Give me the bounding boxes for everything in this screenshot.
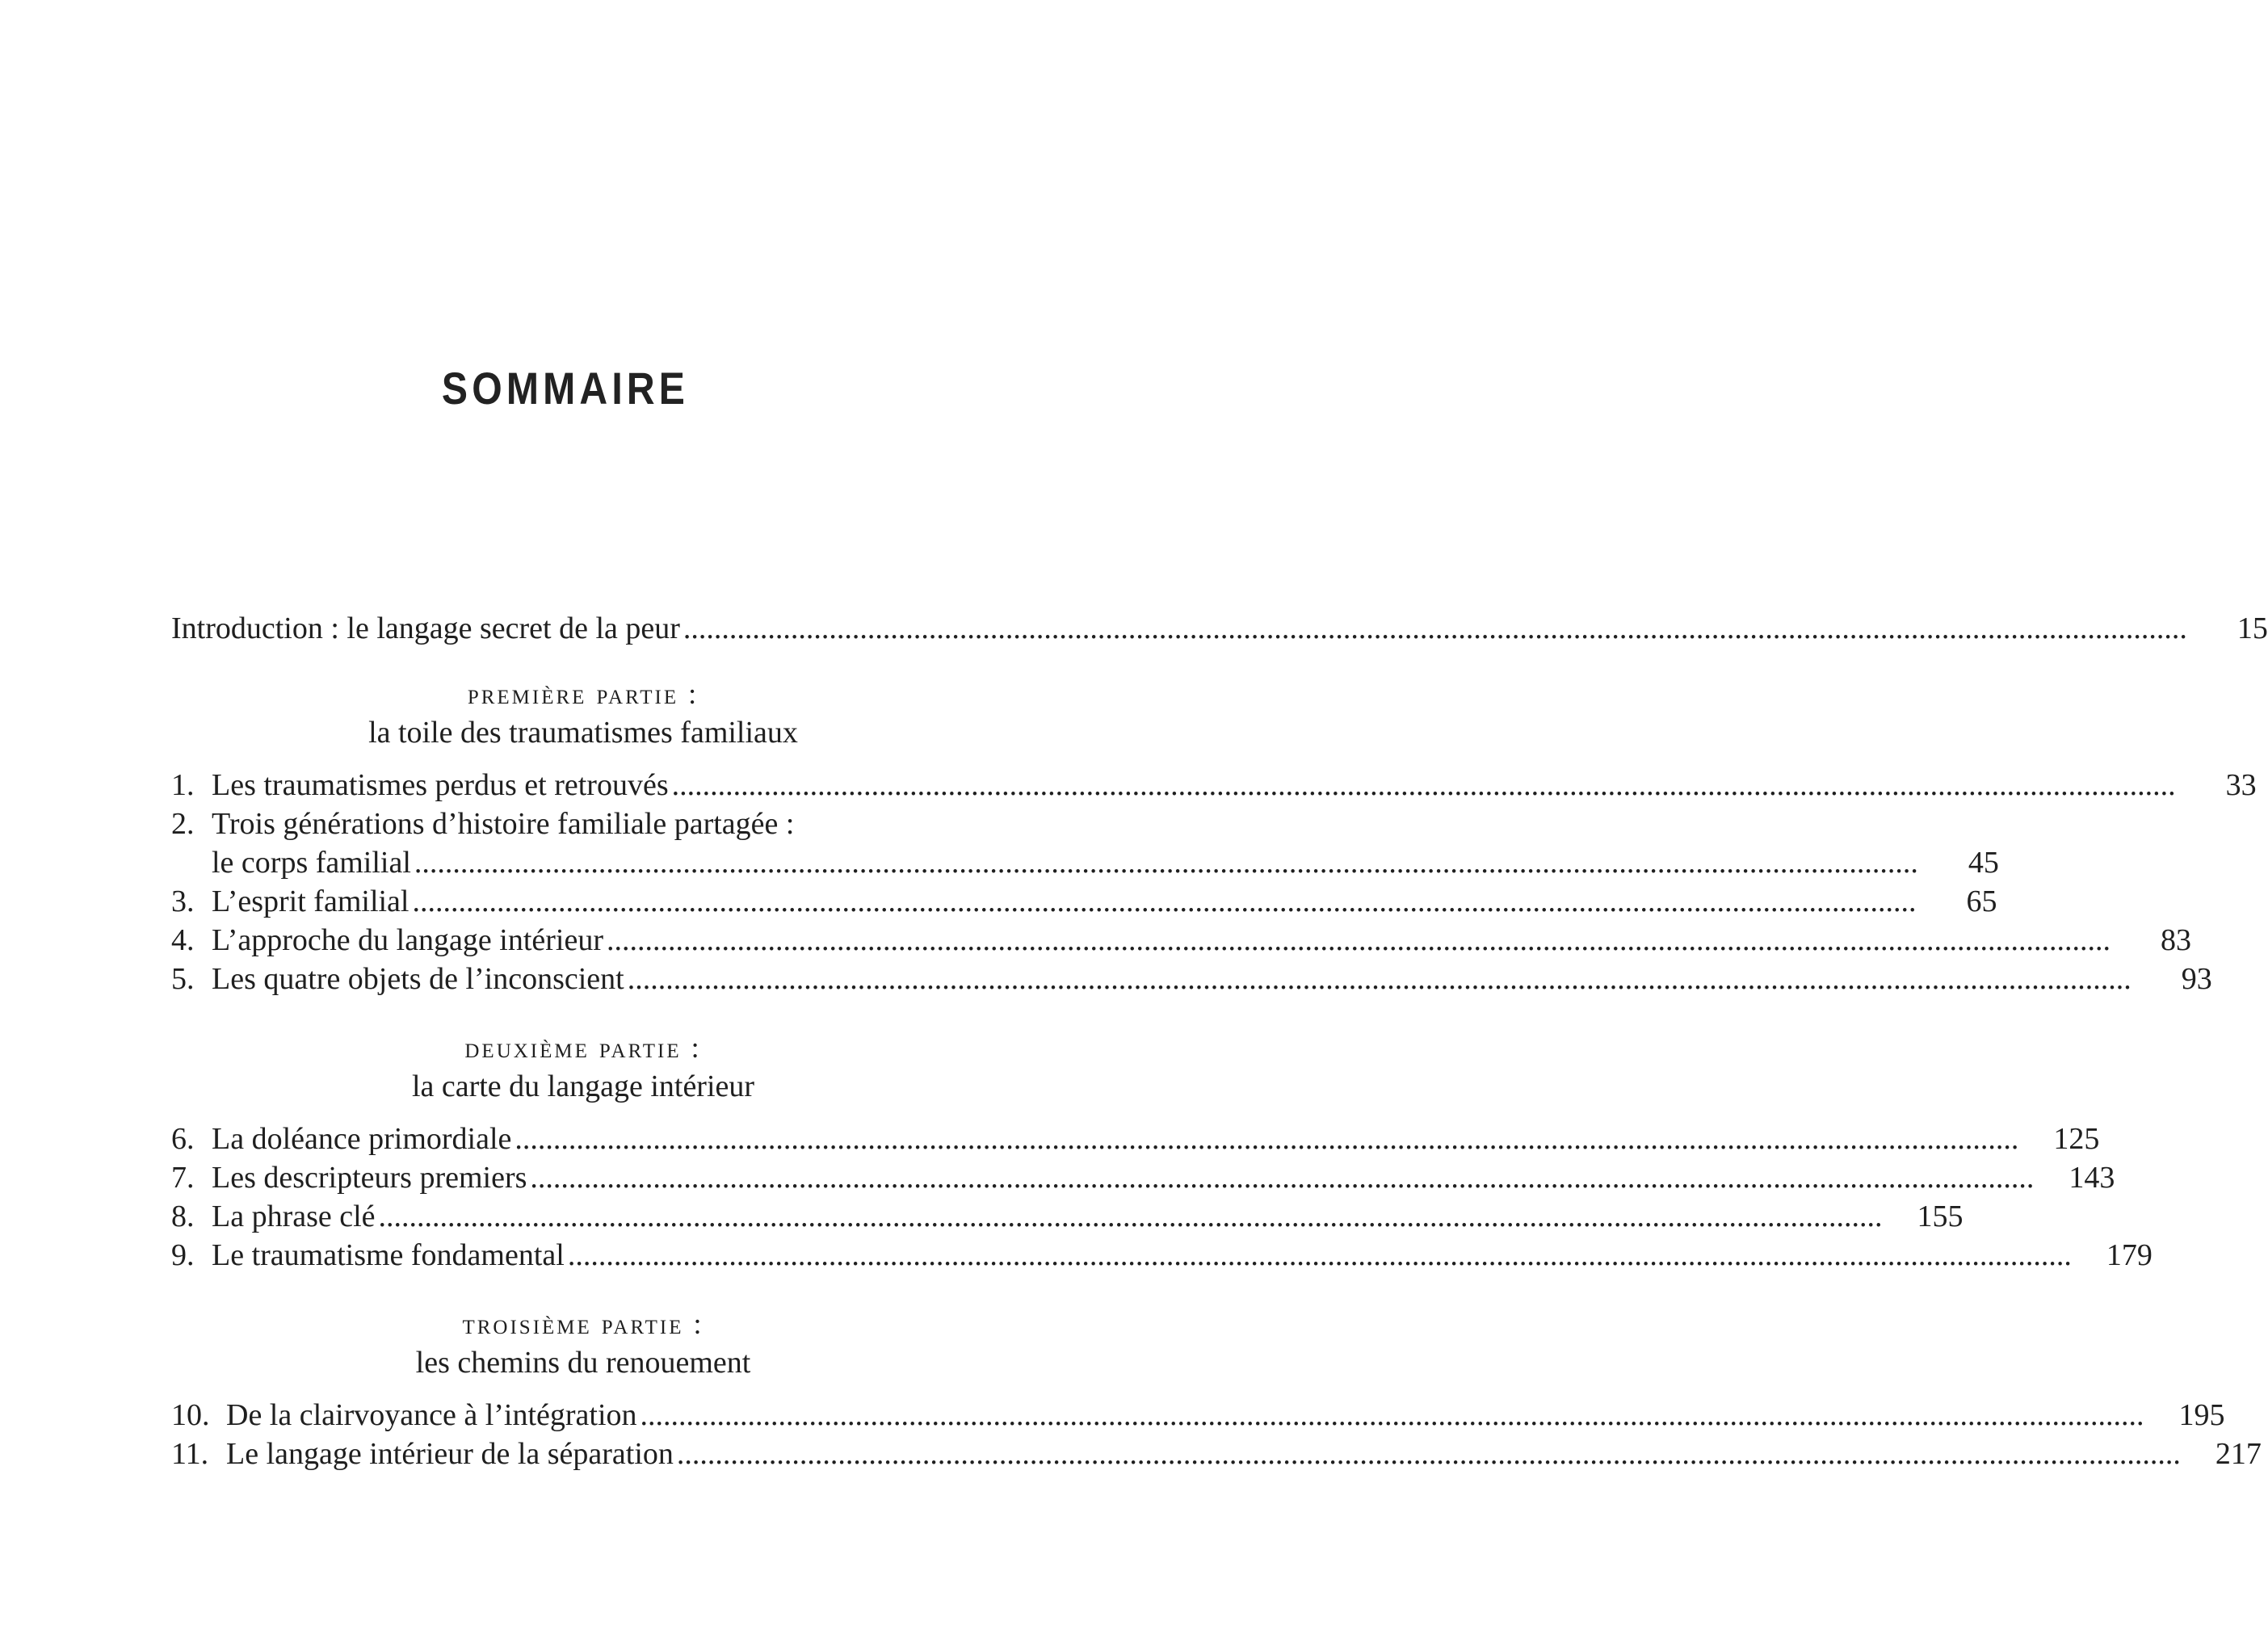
toc-entry-title: Trois générations d’histoire familiale partagée : bbox=[212, 807, 795, 841]
chapter-number: 2. bbox=[171, 807, 195, 841]
toc-entry-title: Les traumatismes perdus et retrouvés bbox=[212, 768, 669, 802]
toc-entry-title-continuation: le corps familial bbox=[212, 846, 411, 880]
toc-entry-page: 15 bbox=[2236, 611, 2268, 645]
chapter-number: 5. bbox=[171, 962, 195, 996]
dot-leader bbox=[414, 843, 1918, 882]
toc-entry-page: 93 bbox=[2181, 962, 2212, 996]
part-title: les chemins du renouement bbox=[415, 1346, 751, 1380]
chapter-number: 4. bbox=[171, 923, 195, 957]
part-heading-3 bbox=[171, 1305, 995, 1383]
dot-leader bbox=[568, 1236, 2072, 1275]
dot-leader bbox=[379, 1197, 1883, 1236]
toc-entry-chapter-2-continuation[interactable] bbox=[171, 843, 1999, 882]
toc-entry-chapter-3[interactable] bbox=[171, 882, 1997, 921]
toc-entry-page: 155 bbox=[1917, 1200, 1964, 1233]
part-title: la toile des traumatismes familiaux bbox=[368, 716, 798, 750]
dot-leader bbox=[607, 921, 2110, 960]
toc-entry-page: 33 bbox=[2225, 768, 2257, 802]
toc-entry-page: 83 bbox=[2161, 923, 2192, 957]
dot-leader bbox=[514, 1120, 2018, 1158]
chapter-number: 1. bbox=[171, 768, 195, 802]
chapter-number: 6. bbox=[171, 1122, 195, 1156]
toc-entry-title: Introduction : le langage secret de la peur bbox=[171, 611, 680, 645]
toc-entry-chapter-7[interactable] bbox=[171, 1158, 2115, 1197]
dot-leader bbox=[628, 960, 2132, 998]
toc-entry-chapter-11[interactable] bbox=[171, 1435, 2262, 1473]
part-label: première partie : bbox=[467, 678, 699, 710]
table-of-contents bbox=[171, 609, 2268, 1473]
toc-entry-chapter-6[interactable] bbox=[171, 1120, 2100, 1158]
toc-entry-page: 179 bbox=[2106, 1238, 2152, 1272]
toc-entry-title: La doléance primordiale bbox=[212, 1122, 512, 1156]
toc-entry-page: 65 bbox=[1966, 884, 1997, 918]
toc-entry-chapter-10[interactable] bbox=[171, 1396, 2225, 1435]
toc-entry-title: De la clairvoyance à l’intégration bbox=[226, 1398, 637, 1432]
dot-leader bbox=[412, 882, 1916, 921]
toc-entry-page: 217 bbox=[2215, 1437, 2262, 1471]
toc-entry-page: 45 bbox=[1968, 846, 1999, 880]
chapter-number: 11. bbox=[171, 1437, 209, 1471]
part-title: la carte du langage intérieur bbox=[411, 1069, 755, 1103]
part-heading-2 bbox=[171, 1029, 995, 1107]
part-label: deuxième partie : bbox=[464, 1031, 702, 1064]
toc-entry-chapter-1[interactable] bbox=[171, 766, 2257, 805]
toc-entry-chapter-2[interactable] bbox=[171, 805, 995, 843]
toc-entry-chapter-8[interactable] bbox=[171, 1197, 1964, 1236]
dot-leader bbox=[530, 1158, 2034, 1197]
toc-entry-title: Le langage intérieur de la séparation bbox=[226, 1437, 674, 1471]
toc-entry-chapter-9[interactable] bbox=[171, 1236, 2152, 1275]
chapter-number: 10. bbox=[171, 1398, 210, 1432]
toc-entry-introduction[interactable] bbox=[171, 609, 2268, 648]
toc-entry-title: La phrase clé bbox=[212, 1200, 376, 1233]
toc-entry-chapter-5[interactable] bbox=[171, 960, 2212, 998]
chapter-number: 9. bbox=[171, 1238, 195, 1272]
dot-leader bbox=[640, 1396, 2144, 1435]
toc-entry-title: L’approche du langage intérieur bbox=[212, 923, 604, 957]
toc-entry-title: Les quatre objets de l’inconscient bbox=[212, 962, 624, 996]
toc-entry-page: 125 bbox=[2053, 1122, 2100, 1156]
toc-entry-page: 195 bbox=[2178, 1398, 2225, 1432]
toc-entry-chapter-4[interactable] bbox=[171, 921, 2192, 960]
toc-entry-title: Le traumatisme fondamental bbox=[212, 1238, 565, 1272]
dot-leader bbox=[683, 609, 2187, 648]
page-title: SOMMAIRE bbox=[441, 363, 690, 414]
toc-entry-title: L’esprit familial bbox=[212, 884, 410, 918]
chapter-number: 8. bbox=[171, 1200, 195, 1233]
chapter-number: 7. bbox=[171, 1161, 195, 1195]
dot-leader bbox=[677, 1435, 2181, 1473]
dot-leader bbox=[672, 766, 2176, 805]
part-heading-1 bbox=[171, 675, 995, 753]
chapter-number: 3. bbox=[171, 884, 195, 918]
toc-entry-title: Les descripteurs premiers bbox=[212, 1161, 527, 1195]
part-label: troisième partie : bbox=[462, 1308, 704, 1340]
toc-entry-page: 143 bbox=[2068, 1161, 2115, 1195]
